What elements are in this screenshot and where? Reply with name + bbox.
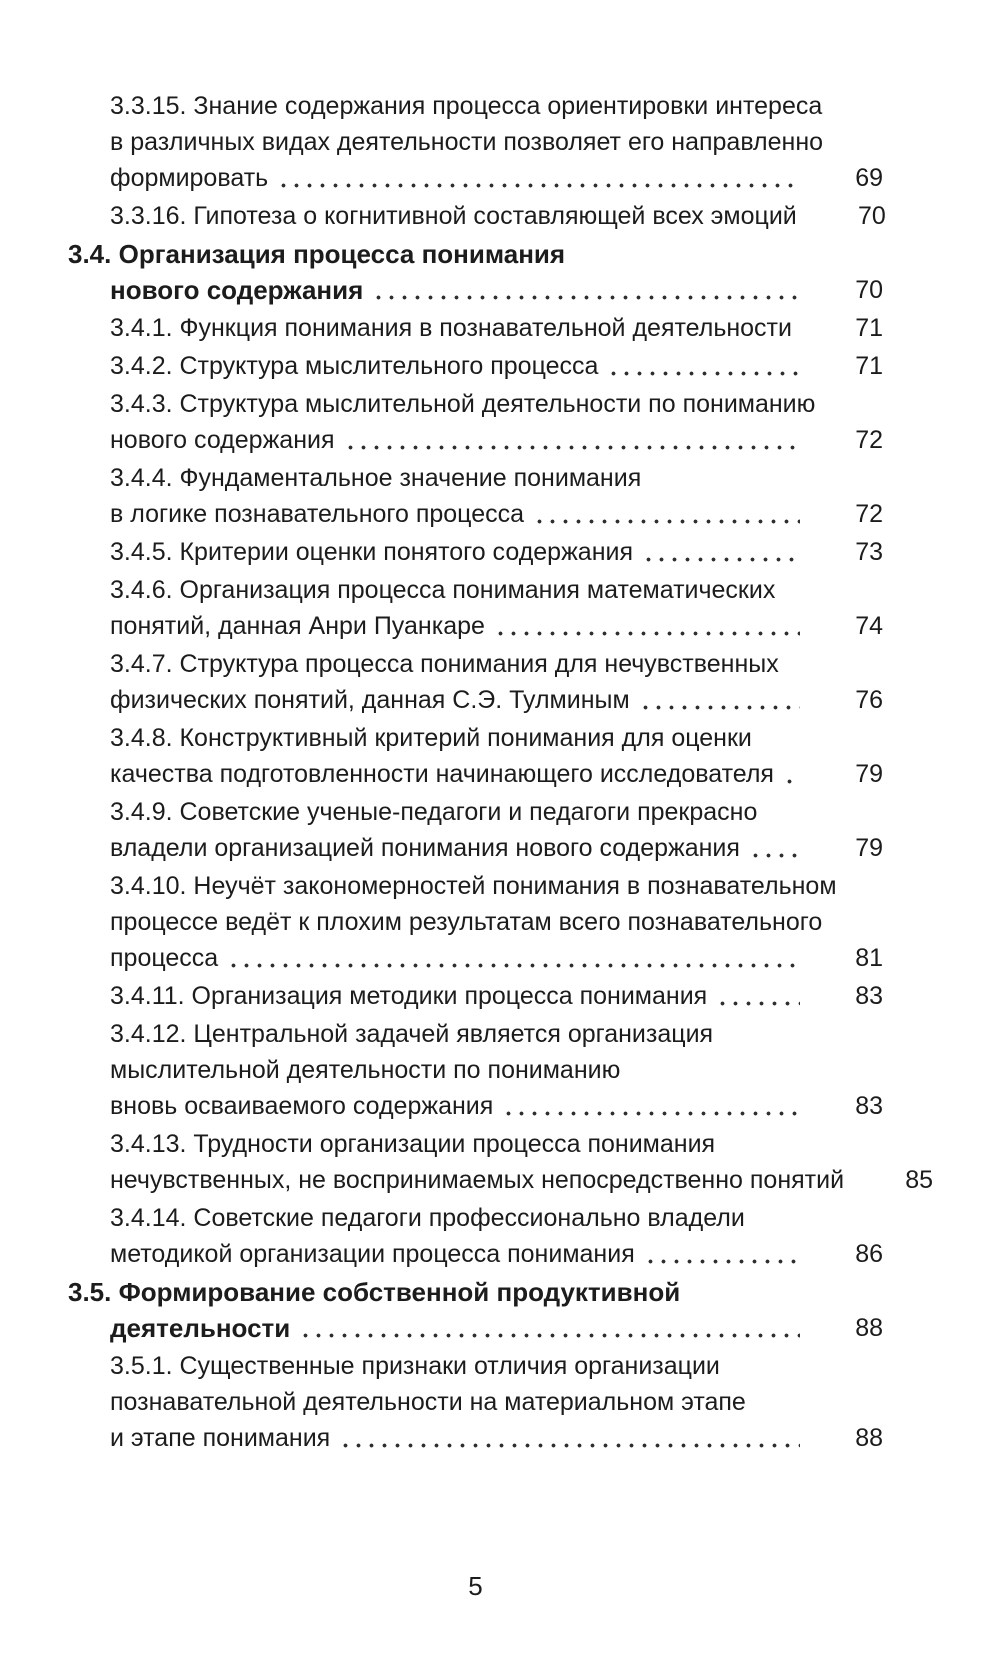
toc-entry-text: нового содержания [110, 426, 335, 454]
toc-entry-3-4-12 [68, 1016, 883, 1124]
toc-page-number: 83 [855, 982, 883, 1010]
dot-leader [798, 310, 800, 346]
toc-entry-3-4-7 [68, 646, 883, 718]
toc-section-title: нового содержания [110, 275, 364, 305]
toc-page-number: 70 [855, 276, 883, 304]
dot-leader [780, 756, 800, 792]
toc-page-number: 72 [855, 426, 883, 454]
toc-entry-text: формировать [110, 164, 269, 192]
toc-entry-text: понятий, данная Анри Пуанкаре [110, 612, 485, 640]
toc-entry-text: 3.5.1. Существенные признаки отличия организации [110, 1352, 720, 1380]
toc-entry-3-4-2 [68, 348, 883, 384]
dot-leader [746, 830, 800, 866]
dot-leader [296, 1310, 800, 1346]
toc-page-number: 79 [855, 760, 883, 788]
toc-entry-text: 3.4.14. Советские педагоги профессионально владели [110, 1204, 745, 1232]
toc-section-title: 3.5. Формирование собственной продуктивной [68, 1277, 681, 1307]
dot-leader [604, 348, 800, 384]
toc-section-title: 3.4. Организация процесса понимания [68, 239, 566, 269]
toc-page-number: 73 [855, 538, 883, 566]
toc-entry-3-4-11 [68, 978, 883, 1014]
toc-page-number: 69 [855, 164, 883, 192]
toc-entry-text: методикой организации процесса понимания [110, 1240, 635, 1268]
dot-leader [530, 496, 800, 532]
toc-entry-text: 3.4.3. Структура мыслительной деятельности по пониманию [110, 390, 816, 418]
toc-entry-text: 3.4.7. Структура процесса понимания для нечувственных [110, 650, 779, 678]
toc-entry-3-4-10 [68, 868, 883, 976]
toc-entry-text: 3.3.15. Знание содержания процесса ориентировки интереса [110, 92, 823, 120]
dot-leader [336, 1420, 800, 1456]
toc-page-number: 85 [905, 1166, 934, 1194]
toc-page-number: 71 [855, 314, 883, 342]
toc-page-number: 83 [855, 1092, 883, 1120]
toc-entry-text: процессе ведёт к плохим результатам всего познавательного [110, 908, 823, 936]
toc-entry-text: познавательной деятельности на материальном этапе [110, 1388, 746, 1416]
table-of-contents [68, 88, 934, 1456]
toc-entry-text: в логике познавательного процесса [110, 500, 525, 528]
dot-leader [369, 272, 800, 308]
dot-leader [713, 978, 800, 1014]
toc-entry-text: мыслительной деятельности по пониманию [110, 1056, 621, 1084]
toc-entry-text: в различных видах деятельности позволяет его направленно [110, 128, 824, 156]
toc-entry-text: 3.4.5. Критерии оценки понятого содержания [110, 538, 634, 566]
dot-leader [639, 534, 800, 570]
dot-leader [499, 1088, 800, 1124]
toc-entry-text: процесса [110, 944, 219, 972]
toc-entry-3-4-14 [68, 1200, 883, 1272]
toc-page-number: 81 [855, 944, 883, 972]
page-number-footer: 5 [468, 1571, 483, 1601]
toc-page-number: 71 [855, 352, 883, 380]
toc-entry-3-4-9 [68, 794, 883, 866]
toc-entry-text: и этапе понимания [110, 1424, 331, 1452]
toc-page-number: 79 [855, 834, 883, 862]
dot-leader [641, 1236, 800, 1272]
toc-entry-3-5-1 [68, 1348, 883, 1456]
toc-entry-3-4-4 [68, 460, 883, 532]
toc-entry-3-3-16 [68, 198, 886, 234]
toc-entry-text: 3.4.2. Структура мыслительного процесса [110, 352, 599, 380]
toc-entry-text: владели организацией понимания нового содержания [110, 834, 740, 862]
toc-entry-text: 3.4.8. Конструктивный критерий понимания для оценки [110, 724, 752, 752]
toc-page-number: 70 [857, 202, 886, 230]
dot-leader [491, 608, 800, 644]
toc-entry-3-4-1 [68, 310, 883, 346]
toc-entry-3-4-3 [68, 386, 883, 458]
toc-entry-text: физических понятий, данная С.Э. Тулминым [110, 686, 630, 714]
toc-page-number: 88 [855, 1314, 883, 1342]
toc-entry-3-4-6 [68, 572, 883, 644]
toc-entry-text: 3.4.10. Неучёт закономерностей понимания в познавательном [110, 872, 837, 900]
toc-entry-text: 3.4.11. Организация методики процесса понимания [110, 982, 708, 1010]
toc-page-number: 88 [855, 1424, 883, 1452]
toc-entry-3-5 [68, 1274, 883, 1346]
toc-entry-text: вновь осваиваемого содержания [110, 1092, 494, 1120]
toc-page-number: 74 [855, 612, 883, 640]
dot-leader [224, 940, 800, 976]
toc-entry-3-4 [68, 236, 883, 308]
toc-entry-text: 3.4.9. Советские ученые-педагоги и педагоги прекрасно [110, 798, 758, 826]
toc-entry-text: 3.3.16. Гипотеза о когнитивной составляющей всех эмоций [110, 202, 797, 230]
toc-page-number: 76 [855, 686, 883, 714]
toc-entry-3-4-8 [68, 720, 883, 792]
dot-leader [274, 160, 800, 196]
dot-leader [636, 682, 800, 718]
toc-entry-3-4-13 [68, 1126, 934, 1198]
toc-page-number: 72 [855, 500, 883, 528]
toc-entry-text: 3.4.12. Центральной задачей является организация [110, 1020, 714, 1048]
toc-entry-text: нечувственных, не воспринимаемых непосредственно понятий [110, 1166, 845, 1194]
toc-entry-text: 3.4.13. Трудности организации процесса понимания [110, 1130, 716, 1158]
dot-leader [341, 422, 801, 458]
toc-entry-text: 3.4.6. Организация процесса понимания математических [110, 576, 776, 604]
toc-entry-text: 3.4.1. Функция понимания в познавательной деятельности [110, 314, 792, 342]
toc-entry-3-4-5 [68, 534, 883, 570]
toc-entry-3-3-15 [68, 88, 883, 196]
toc-section-title: деятельности [110, 1313, 291, 1343]
toc-entry-text: 3.4.4. Фундаментальное значение понимания [110, 464, 642, 492]
toc-page-number: 86 [855, 1240, 883, 1268]
toc-entry-text: качества подготовленности начинающего исследователя [110, 760, 774, 788]
